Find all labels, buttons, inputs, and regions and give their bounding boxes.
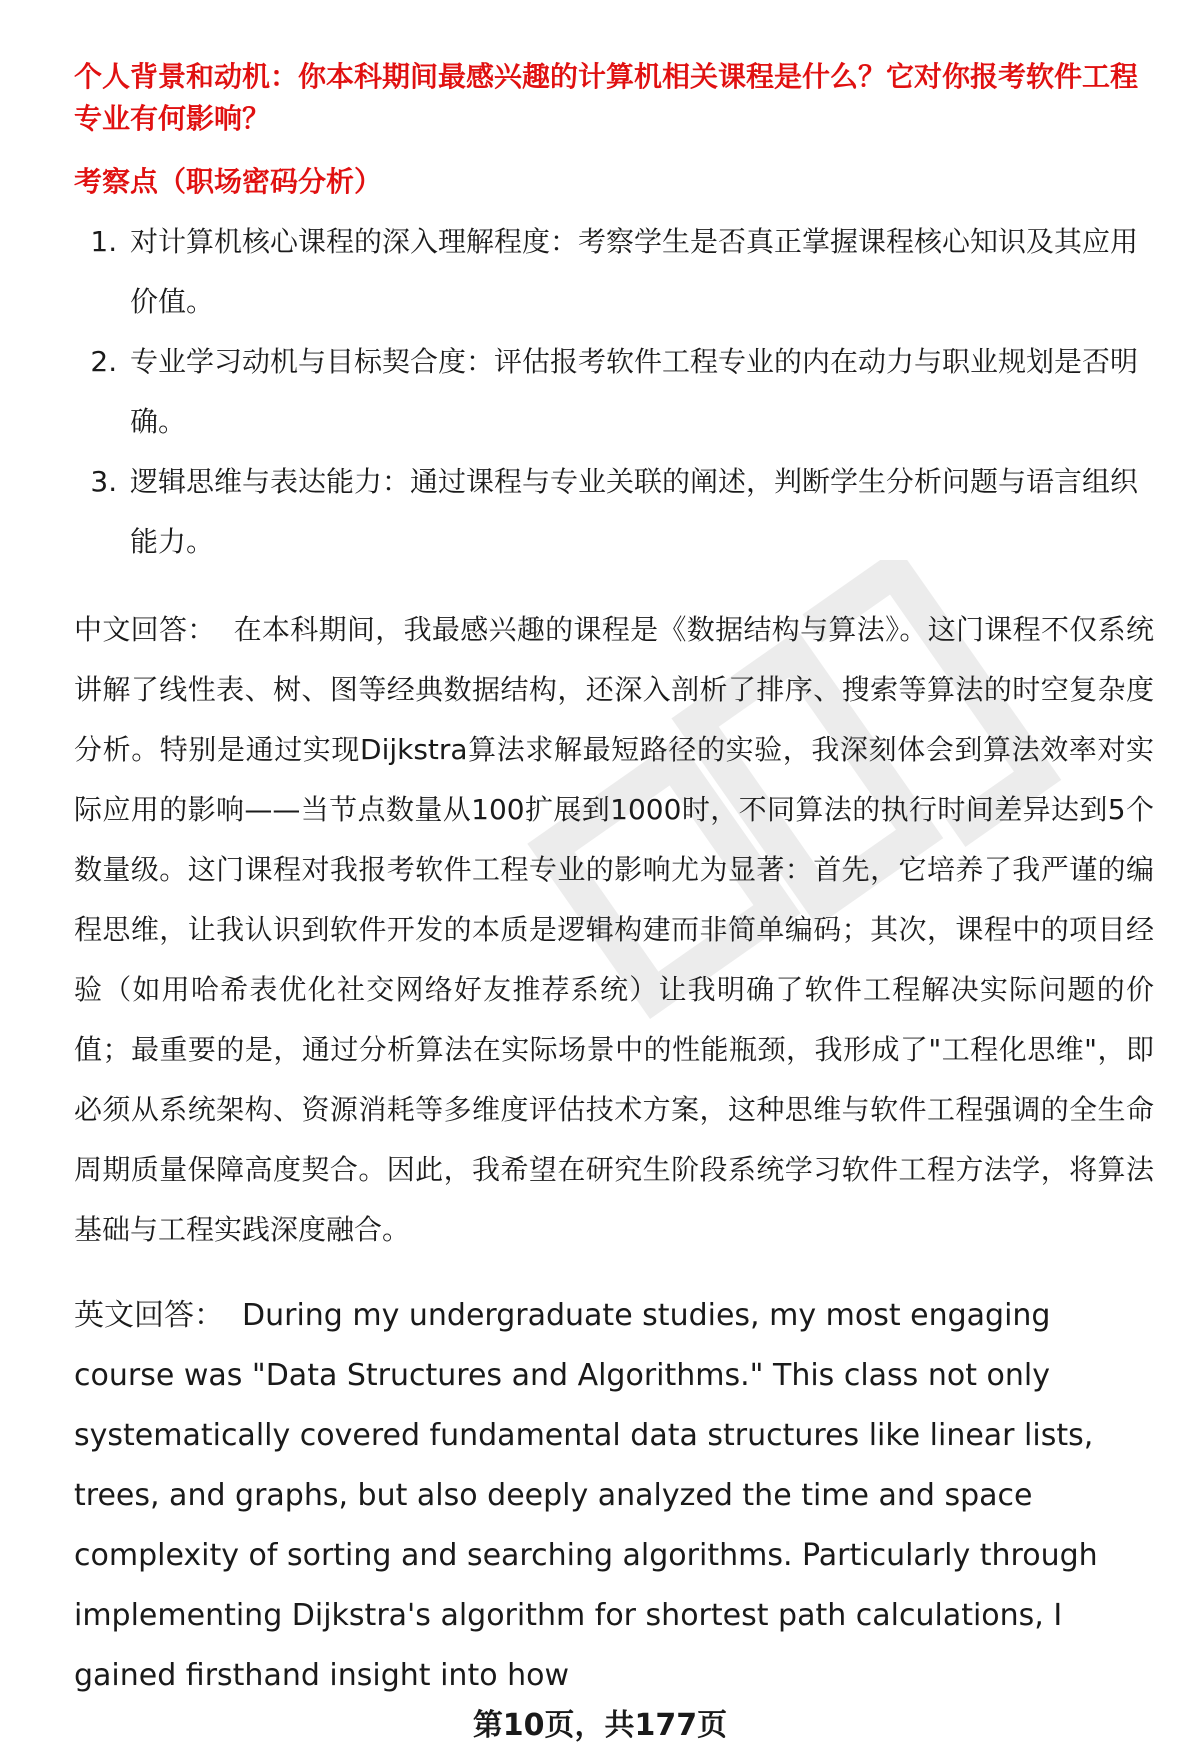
english-answer-label: 英文回答： <box>74 1298 224 1333</box>
chinese-answer-text: 在本科期间，我最感兴趣的课程是《数据结构与算法》。这门课程不仅系统讲解了线性表、树、图等经典数据结构，还深入剖析了排序、搜索等算法的时空复杂度分析。特别是通过实现Dijkstra算法求解最短路径的实验，我深刻体会到算法效率对实际应用的影响——当节点数量从100扩展到1000时，不同算法的执行时间差异达到5个数量级。这门课程对我报考软件工程专业的影响尤为显著：首先，它培养了我严谨的编程思维，让我认识到软件开发的本质是逻辑构建而非简单编码；其次，课程中的项目经验（如用哈希表优化社交网络好友推荐系统）让我明确了软件工程解决实际问题的价值；最重要的是，通过分析算法在实际场景中的性能瓶颈，我形成了"工程化思维"，即必须从系统架构、资源消耗等多维度评估技术方案，这种思维与软件工程强调的全生命周期质量保障高度契合。因此，我希望在研究生阶段系统学习软件工程方法学，将算法基础与工程实践深度融合。 <box>74 613 1154 1246</box>
assessment-point: 2. 专业学习动机与目标契合度：评估报考软件工程专业的内在动力与职业规划是否明确。 <box>126 332 1154 452</box>
section-title: 考察点（职场密码分析） <box>74 165 383 198</box>
chinese-answer <box>74 600 1154 1260</box>
chinese-answer-label: 中文回答： <box>74 613 216 646</box>
assessment-point: 3. 逻辑思维与表达能力：通过课程与专业关联的阐述，判断学生分析问题与语言组织能力。 <box>126 452 1154 572</box>
interview-question: 个人背景和动机：你本科期间最感兴趣的计算机相关课程是什么？它对你报考软件工程专业有何影响？ <box>74 60 1139 135</box>
page-number-footer: 第10页，共177页 <box>472 1708 728 1743</box>
document-content <box>74 56 1154 1706</box>
assessment-points-list <box>74 212 1154 572</box>
assessment-point: 1. 对计算机核心课程的深入理解程度：考察学生是否真正掌握课程核心知识及其应用价值。 <box>126 212 1154 332</box>
english-answer <box>74 1286 1154 1706</box>
english-answer-text: During my undergraduate studies, my most engaging course was "Data Structures and Algorithms." This class not only systematically covered fundamental data structures like linear lists, trees, and graphs, but also deeply analyzed the time and space complexity of sorting and searching algorithms. Particularly through implementing Dijkstra's algorithm for shortest path calculations, I gained firsthand insight into how <box>74 1298 1098 1693</box>
